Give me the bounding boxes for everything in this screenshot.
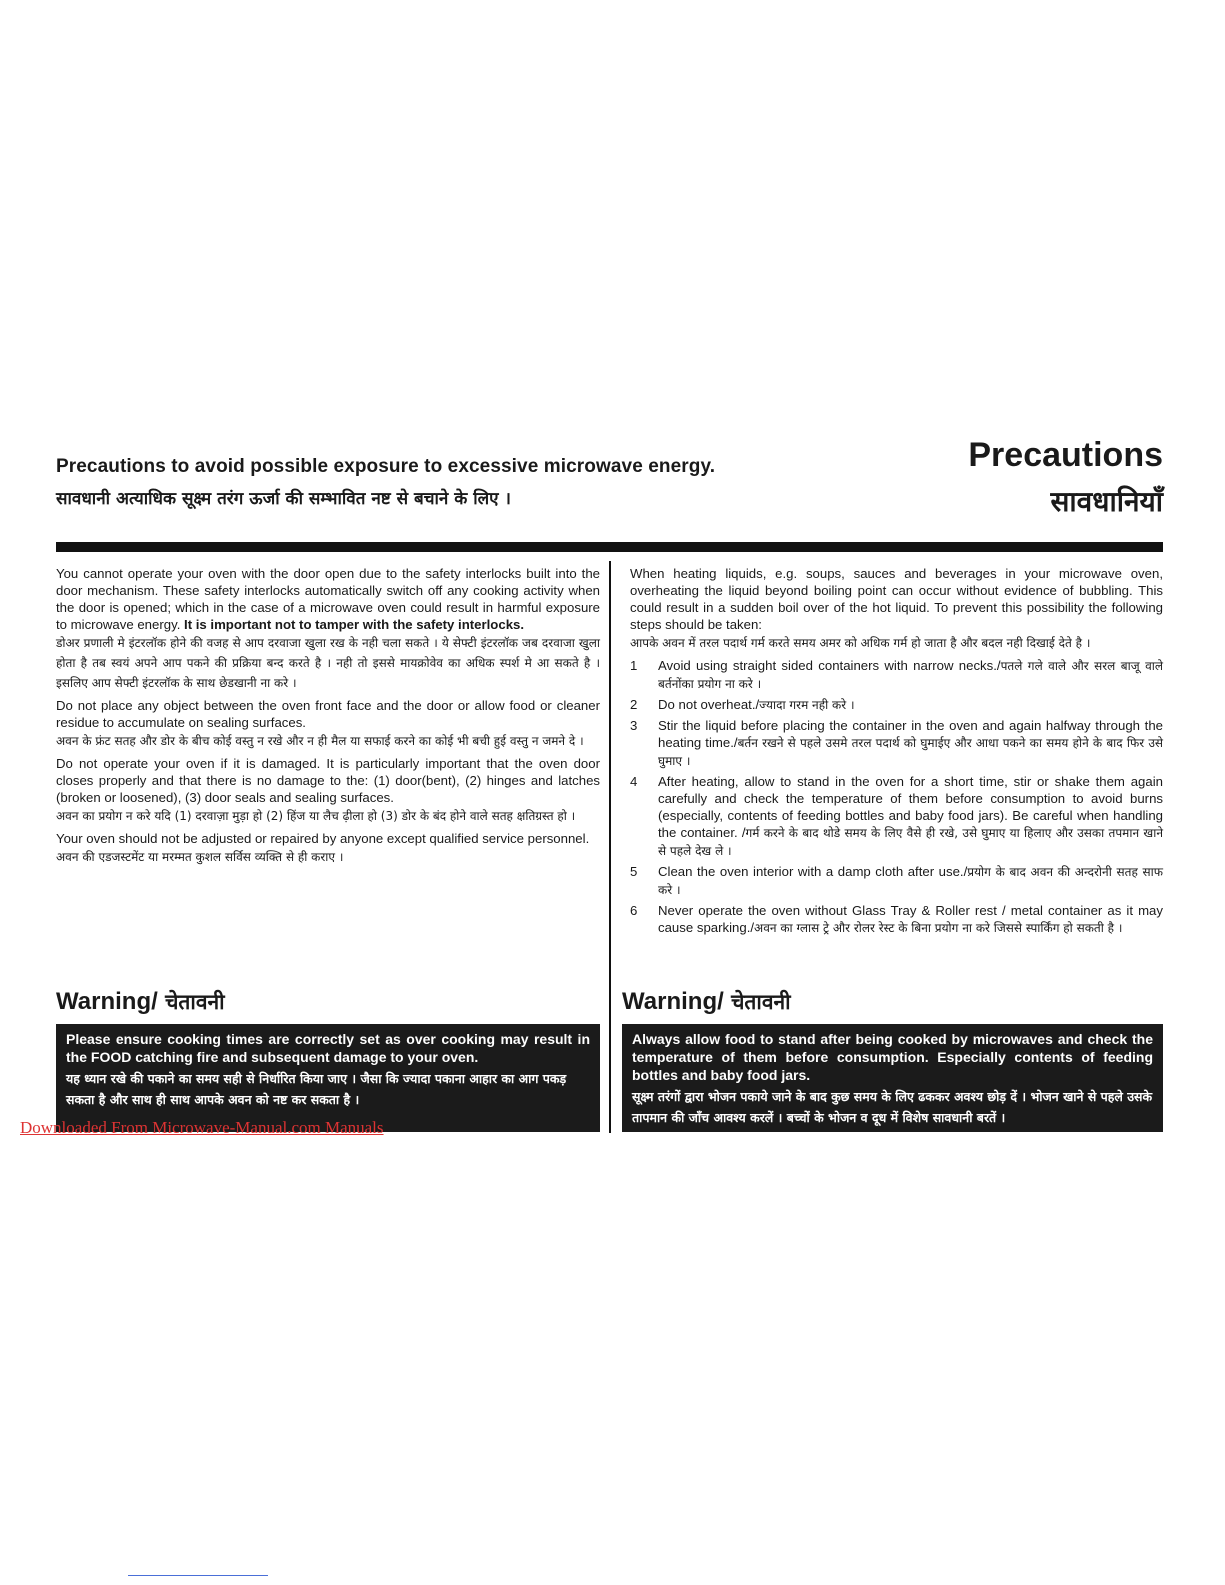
warning-title-left: [56, 988, 225, 1016]
steps-list: [630, 657, 1163, 937]
right-column: [630, 565, 1163, 940]
step-text-hi: प्रयोग के बाद अवन की अन्दरोनी सतह साफ करे ।: [658, 865, 1163, 897]
header-rule: [56, 542, 1163, 552]
list-item: [630, 863, 1163, 899]
paragraph-text-hi: अवन की एडजस्टमेंट या मरम्मत कुशल सर्विस व्यक्ति से ही कराए ।: [56, 850, 344, 864]
paragraph-text: Your oven should not be adjusted or repaired by anyone except qualified service personnel.: [56, 831, 590, 846]
paragraph-liquids: [630, 565, 1163, 653]
paragraph-text: Do not place any object between the oven front face and the door or allow food or cleaner residue to accumulate on sealing surfaces.: [56, 698, 600, 730]
step-number: 3: [630, 718, 638, 733]
paragraph-text: Do not operate your oven if it is damaged. It is particularly important that the oven door closes properly and that there is no damage to the: (1) door(bent), (2) hinges and latches (broken or loosened), (3) door seals and sealing surfaces.: [56, 756, 600, 805]
column-divider: [609, 561, 611, 1133]
page-title-hi: सावधानियाँ: [1050, 485, 1163, 518]
step-text: Never operate the oven without Glass Tray & Roller rest / metal container as it may cause sparking./: [658, 903, 1163, 935]
subtitle-en: Precautions to avoid possible exposure to excessive microwave energy.: [56, 456, 716, 477]
paragraph-text: When heating liquids, e.g. soups, sauces and beverages in your microwave oven, overheating the liquid beyond boiling point can occur without evidence of bubbling. This could result in a sudden boil over of the hot liquid. To prevent this possibility the following steps should be taken:: [630, 566, 1163, 632]
step-text: After heating, allow to stand in the oven for a short time, stir or shake them again carefully and check the temperature of them before consumption to avoid burns (especially, contents of feeding bottles and baby food jars). Be careful when handling the container. /: [658, 774, 1163, 840]
step-text-hi: अवन का ग्लास ट्रे और रोलर रेस्ट के बिना प्रयोग ना करे जिससे स्पार्किंग हो सकती है ।: [754, 921, 1123, 935]
paragraph-text-hi: अवन के फ्रंट सतह और डोर के बीच कोई वस्तु न रखे और न ही मैल या सफाई करने का कोई भी बची हुई वस्तु न जमने दे ।: [56, 734, 584, 748]
list-item: [630, 657, 1163, 693]
warning-text: Always allow food to stand after being cooked by microwaves and check the temperature of them before consumption. Especially contents of feeding bottles and baby food jars.: [632, 1031, 1153, 1083]
paragraph-interlocks: [56, 565, 600, 693]
step-number: 4: [630, 774, 638, 789]
footer-link-underline: [128, 1575, 268, 1576]
step-text-hi: पतले गले वाले और सरल बाजू वाले बर्तनोंका प्रयोग ना करे ।: [658, 659, 1164, 691]
paragraph-sealing: [56, 697, 600, 751]
warning-title-text: Warning/: [622, 988, 724, 1015]
step-number: 2: [630, 697, 638, 712]
warning-title-text-hi: चेतावनी: [723, 990, 791, 1014]
warning-box-right: [622, 1024, 1163, 1132]
warning-box-left: [56, 1024, 600, 1132]
subtitle-hi: सावधानी अत्याधिक सूक्ष्म तरंग ऊर्जा की सम्भावित नष्ट से बचाने के लिए ।: [56, 489, 511, 509]
step-number: 6: [630, 903, 638, 918]
list-item: [630, 902, 1163, 937]
left-column: [56, 565, 600, 871]
paragraph-text: You cannot operate your oven with the door open due to the safety interlocks built into the door mechanism. These safety interlocks automatically switch off any cooking activity when the door is opened; which in the case of a microwave oven could result in harmful exposure to microwave energy. It is important not to tamper with the safety interlocks.: [56, 566, 600, 632]
warning-text: Please ensure cooking times are correctly set as over cooking may result in the FOOD catching fire and subsequent damage to your oven.: [66, 1031, 590, 1065]
warning-title-text-hi: चेतावनी: [157, 990, 225, 1014]
step-text-hi: बर्तन रखने से पहले उसमे तरल पदार्थ को घुमाईए और आधा पकने का समय होने के बाद फिर उसे घुमाए ।: [658, 736, 1164, 768]
paragraph-text-hi: डोअर प्रणाली मे इंटरलॉक होने की वजह से आप दरवाजा खुला रख के नही चला सकते । ये सेफ्टी इंटरलॉक जब दरवाजा खुला होता है तब स्वयं अपने आप पकने की प्रक्रिया बन्द करते है । नही तो इससे मायक्रोवेव का अधिक स्पर्श मे आ सकते है । इसलिए आप सेफ्टी इंटरलॉक के साथ छेडखानी ना करे ।: [56, 636, 600, 690]
paragraph-damage: [56, 755, 600, 826]
step-text: Stir the liquid before placing the container in the oven and again halfway through the heating time./: [658, 718, 1163, 750]
step-number: 1: [630, 658, 638, 673]
list-item: [630, 773, 1163, 860]
warning-text-hi: यह ध्यान रखे की पकाने का समय सही से निर्धारित किया जाए । जैसा कि ज्यादा पकाना आहार का आग पकड़ सकता है और साथ ही साथ आपके अवन को नष्ट कर सकता है ।: [66, 1071, 567, 1107]
step-text: Avoid using straight sided containers with narrow necks./: [658, 658, 1001, 673]
download-source-link[interactable]: Downloaded From Microwave-Manual.com Manuals: [20, 1118, 384, 1137]
paragraph-service: [56, 830, 600, 867]
warning-text-hi: सूक्ष्म तरंगों द्वारा भोजन पकाये जाने के बाद कुछ समय के लिए ढककर अवश्य छोड़ दें । भोजन खाने से पहले उसके तापमान की जाँच आवश्य करलें । बच्चों के भोजन व दूध में विशेष सावधानी बरतें ।: [632, 1089, 1153, 1125]
list-item: [630, 717, 1163, 770]
page-title: Precautions: [968, 436, 1163, 474]
paragraph-text-hi: आपके अवन में तरल पदार्थ गर्म करते समय अमर को अधिक गर्म हो जाता है और बदल नही दिखाई देते है ।: [630, 636, 1091, 650]
step-number: 5: [630, 864, 638, 879]
step-text-hi: ज्यादा गरम नही करे ।: [759, 698, 855, 712]
warning-title-text: Warning/: [56, 988, 158, 1015]
step-text: Clean the oven interior with a damp cloth after use./: [658, 864, 968, 879]
paragraph-text-hi: अवन का प्रयोग न करे यदि (1) दरवाज़ा मुड़ा हो (2) हिंज या लैच ढ़ीला हो (3) डोर के बंद होने वाले सतह क्षतिग्रस्त हो ।: [56, 809, 576, 823]
step-text: Do not overheat./: [658, 697, 760, 712]
list-item: [630, 696, 1163, 714]
step-text-hi: गर्म करने के बाद थोडे समय के लिए वैसे ही रखे, उसे घुमाए या हिलाए और उसका तपमान खाने से पहले देख ले ।: [658, 826, 1163, 858]
warning-title-right: [622, 988, 791, 1016]
